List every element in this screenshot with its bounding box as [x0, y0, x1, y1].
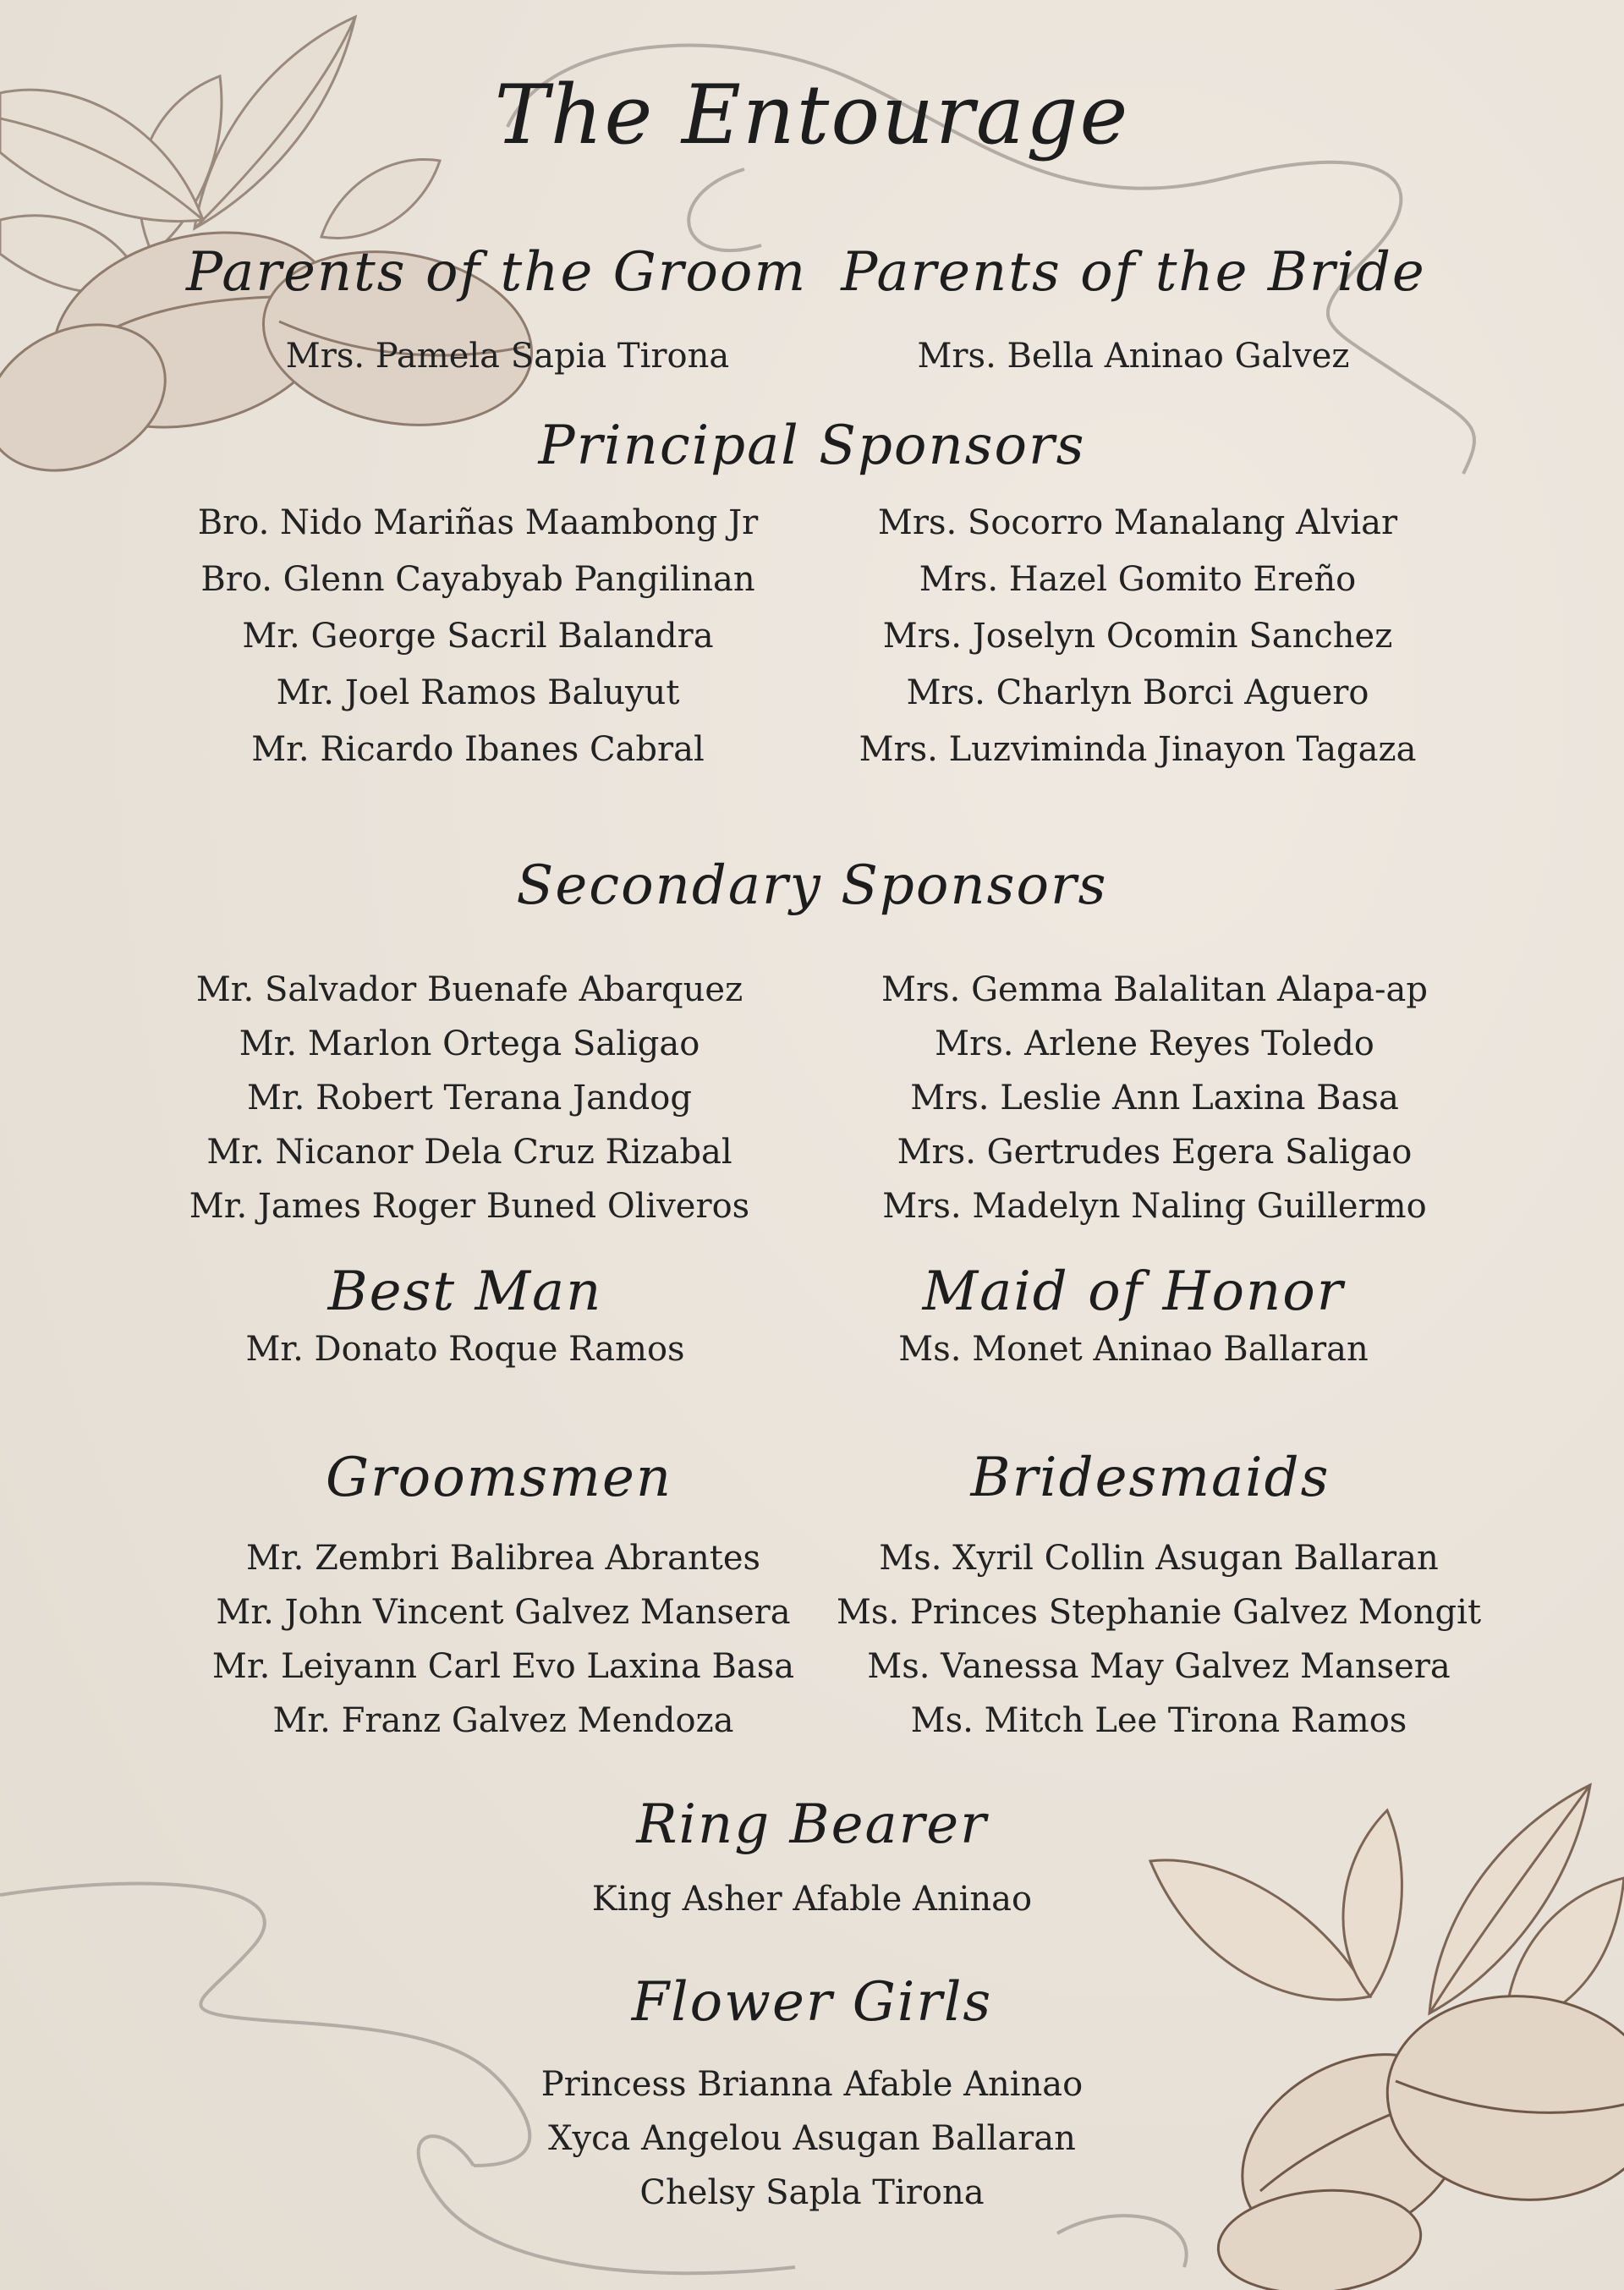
list-item: Ms. Princes Stephanie Galvez Mongit [836, 1593, 1482, 1632]
heading-principal-sponsors: Principal Sponsors [538, 415, 1086, 477]
list-item: Ms. Mitch Lee Tirona Ramos [910, 1701, 1407, 1740]
parents-bride-name: Mrs. Bella Aninao Galvez [917, 337, 1350, 376]
list-item: Mr. Zembri Balibrea Abrantes [245, 1539, 761, 1578]
list-item: Mrs. Arlene Reyes Toledo [935, 1024, 1374, 1063]
ring-bearer-name: King Asher Afable Aninao [591, 1880, 1033, 1919]
list-item: Mr. Marlon Ortega Saligao [239, 1024, 700, 1063]
heading-parents-bride: Parents of the Bride [841, 241, 1426, 304]
list-item: Mrs. Madelyn Naling Guillermo [882, 1187, 1427, 1226]
list-item: Xyca Angelou Asugan Ballaran [548, 2119, 1076, 2158]
list-item: Mrs. Leslie Ann Laxina Basa [910, 1079, 1399, 1118]
heading-secondary-sponsors: Secondary Sponsors [516, 854, 1108, 917]
secondary-sponsors-right-list [837, 963, 1472, 1233]
coffee-leaves-bottom-right-icon [1150, 1785, 1624, 2030]
heading-ring-bearer: Ring Bearer [636, 1793, 988, 1856]
heading-groomsmen: Groomsmen [325, 1447, 673, 1509]
secondary-sponsors-left-list [152, 963, 787, 1233]
best-man-name: Mr. Donato Roque Ramos [245, 1330, 685, 1369]
page-title: The Entourage [494, 68, 1130, 162]
heading-parents-groom: Parents of the Groom [186, 241, 808, 304]
list-item: Mr. John Vincent Galvez Mansera [216, 1593, 791, 1632]
groomsmen-list [195, 1531, 812, 1748]
principal-sponsors-left-list [169, 495, 787, 778]
list-item: Mr. Leiyann Carl Evo Laxina Basa [211, 1647, 795, 1686]
heading-bridesmaids: Bridesmaids [970, 1447, 1330, 1509]
parents-groom-name: Mrs. Pamela Sapia Tirona [285, 337, 730, 376]
coffee-beans-bottom-right-icon [1209, 1985, 1624, 2290]
list-item: Ms. Xyril Collin Asugan Ballaran [879, 1539, 1439, 1578]
list-item: Mr. Robert Terana Jandog [247, 1079, 692, 1118]
list-item: Mr. Joel Ramos Baluyut [276, 673, 680, 712]
list-item: Mrs. Socorro Manalang Alviar [877, 503, 1398, 542]
list-item: Mr. Ricardo Ibanes Cabral [251, 730, 705, 769]
bridesmaids-list [812, 1531, 1506, 1748]
list-item: Princess Brianna Afable Aninao [540, 2065, 1084, 2104]
list-item: Mr. James Roger Buned Oliveros [189, 1187, 750, 1226]
list-item: Mr. Salvador Buenafe Abarquez [195, 970, 743, 1009]
list-item: Mrs. Joselyn Ocomin Sanchez [882, 617, 1393, 656]
list-item: Chelsy Sapla Tirona [639, 2173, 985, 2212]
list-item: Mrs. Gertrudes Egera Saligao [897, 1133, 1413, 1172]
list-item: Mrs. Hazel Gomito Ereño [919, 560, 1357, 599]
list-item: Mr. Franz Galvez Mendoza [272, 1701, 734, 1740]
list-item: Mrs. Luzviminda Jinayon Tagaza [859, 730, 1417, 769]
list-item: Mrs. Gemma Balalitan Alapa-ap [881, 970, 1428, 1009]
list-item: Bro. Nido Mariñas Maambong Jr [197, 503, 759, 542]
principal-sponsors-right-list [829, 495, 1446, 778]
list-item: Mr. George Sacril Balandra [242, 617, 714, 656]
heading-flower-girls: Flower Girls [631, 1971, 993, 2034]
list-item: Bro. Glenn Cayabyab Pangilinan [200, 560, 755, 599]
heading-maid-of-honor: Maid of Honor [922, 1260, 1345, 1323]
heading-best-man: Best Man [327, 1260, 603, 1323]
list-item: Mrs. Charlyn Borci Aguero [906, 673, 1369, 712]
list-item: Ms. Vanessa May Galvez Mansera [867, 1647, 1451, 1686]
list-item: Mr. Nicanor Dela Cruz Rizabal [206, 1133, 732, 1172]
flower-girls-list [474, 2057, 1150, 2220]
maid-of-honor-name: Ms. Monet Aninao Ballaran [898, 1330, 1369, 1369]
